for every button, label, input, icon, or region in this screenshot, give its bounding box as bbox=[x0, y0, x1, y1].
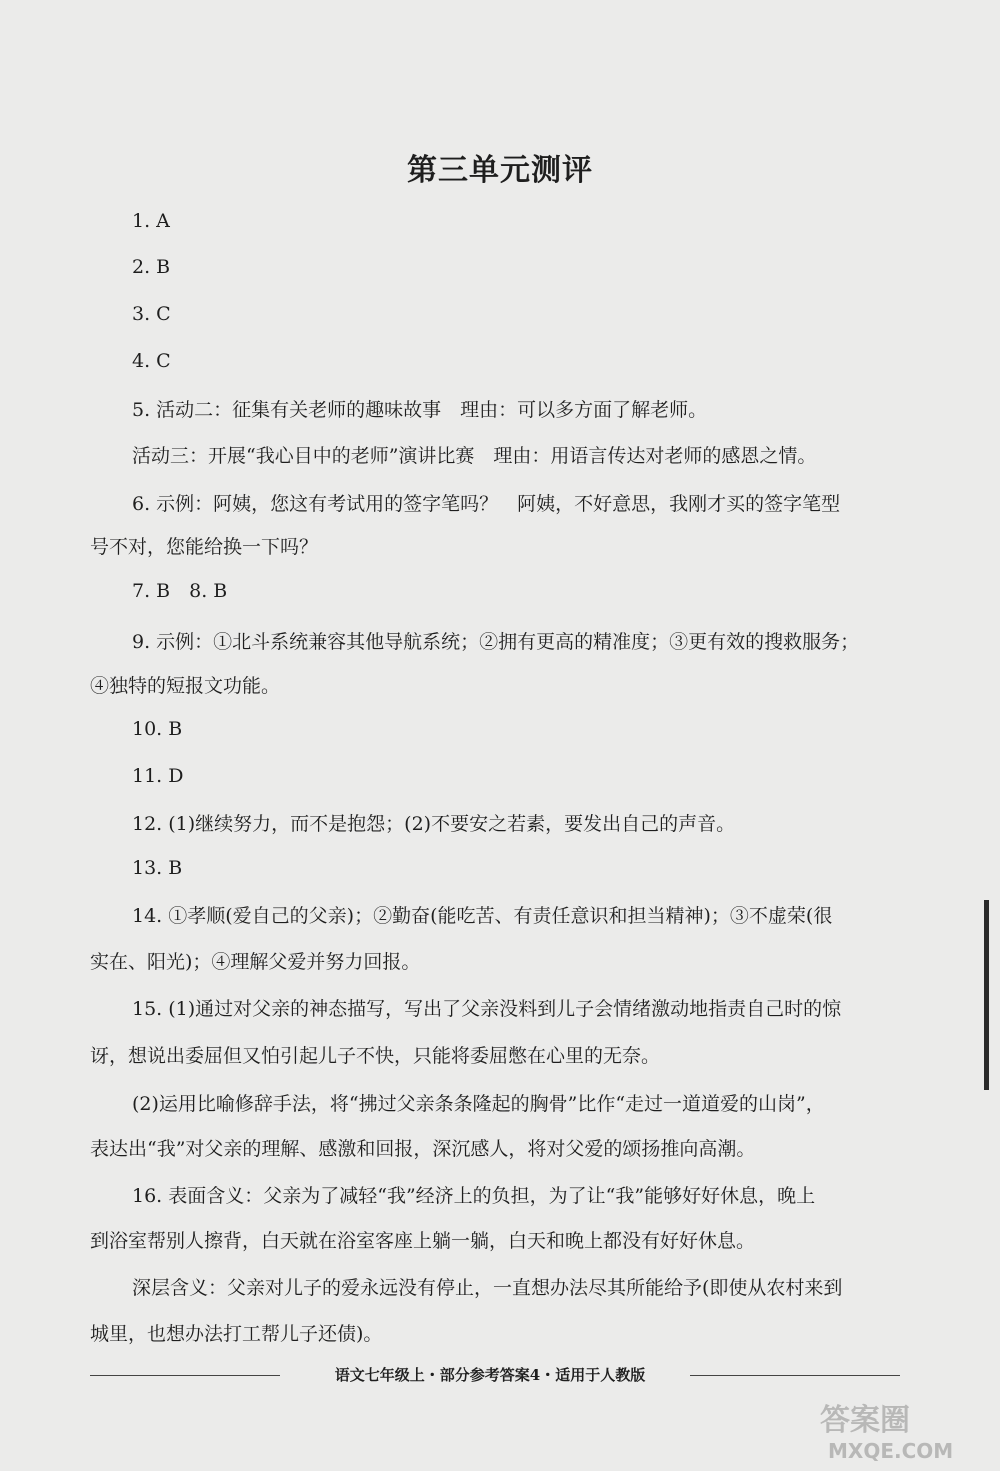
answer-line: 9. 示例：①北斗系统兼容其他导航系统；②拥有更高的精准度；③更有效的搜救服务； bbox=[132, 631, 860, 653]
answer-line: 12. (1)继续努力，而不是抱怨；(2)不要安之若素，要发出自己的声音。 bbox=[132, 813, 736, 835]
watermark-url: MXQE.COM bbox=[828, 1439, 954, 1463]
answer-line: 2. B bbox=[132, 256, 171, 278]
answer-line: 7. B 8. B bbox=[132, 580, 228, 602]
answer-line: 4. C bbox=[132, 350, 171, 372]
answer-line: 3. C bbox=[132, 303, 171, 325]
answer-line: 1. A bbox=[132, 210, 170, 232]
answer-line: 号不对，您能给换一下吗？ bbox=[90, 536, 319, 558]
answer-line: 10. B bbox=[132, 718, 183, 740]
answer-line: 到浴室帮别人擦背，白天就在浴室客座上躺一躺，白天和晚上都没有好好休息。 bbox=[90, 1230, 756, 1252]
page-title: 第三单元测评 bbox=[407, 153, 593, 188]
page-footer: 语文七年级上・部分参考答案4・适用于人教版 bbox=[334, 1366, 646, 1384]
watermark-text: 答案圈 bbox=[820, 1403, 910, 1438]
answer-line: 表达出“我”对父亲的理解、感激和回报，深沉感人，将对父爱的颂扬推向高潮。 bbox=[90, 1138, 756, 1160]
answer-line: 14. ①孝顺(爱自己的父亲)；②勤奋(能吃苦、有责任意识和担当精神)；③不虚荣(很 bbox=[132, 905, 833, 927]
answer-line: 16. 表面含义：父亲为了减轻“我”经济上的负担，为了让“我”能够好好休息，晚上 bbox=[132, 1185, 816, 1207]
answer-line: 城里，也想办法打工帮儿子还债)。 bbox=[90, 1323, 383, 1345]
binding-edge bbox=[984, 900, 989, 1090]
answer-line: (2)运用比喻修辞手法，将“拂过父亲条条隆起的胸骨”比作“走过一道道爱的山岗”， bbox=[132, 1093, 825, 1115]
answer-line: 深层含义：父亲对儿子的爱永远没有停止，一直想办法尽其所能给予(即使从农村来到 bbox=[132, 1277, 843, 1299]
answer-line: 活动三：开展“我心目中的老师”演讲比赛 理由：用语言传达对老师的感恩之情。 bbox=[132, 445, 817, 467]
answer-line: 11. D bbox=[132, 765, 184, 787]
answer-line: 讶，想说出委屈但又怕引起儿子不快，只能将委屈憋在心里的无奈。 bbox=[90, 1045, 661, 1067]
answer-line: 13. B bbox=[132, 857, 183, 879]
answer-line: 实在、阳光)；④理解父爱并努力回报。 bbox=[90, 951, 421, 973]
footer-rule-right bbox=[690, 1375, 900, 1376]
answer-line: ④独特的短报文功能。 bbox=[90, 675, 281, 697]
answer-line: 5. 活动二：征集有关老师的趣味故事 理由：可以多方面了解老师。 bbox=[132, 399, 708, 421]
answer-line: 15. (1)通过对父亲的神态描写，写出了父亲没料到儿子会情绪激动地指责自己时的惊 bbox=[132, 998, 842, 1020]
footer-rule-left bbox=[90, 1375, 280, 1376]
answer-line: 6. 示例：阿姨，您这有考试用的签字笔吗？ 阿姨，不好意思，我刚才买的签字笔型 bbox=[132, 493, 841, 515]
watermark-logo bbox=[820, 1395, 980, 1465]
